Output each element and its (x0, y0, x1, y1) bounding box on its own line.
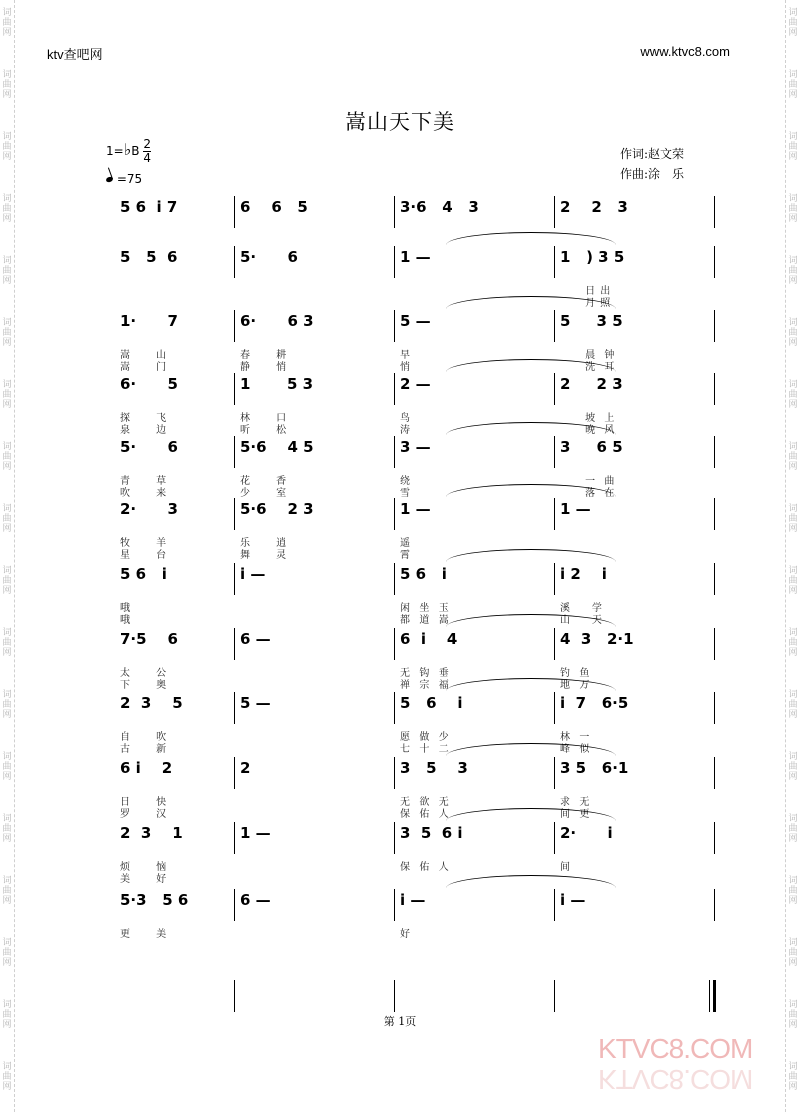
side-watermark-mark: 词 曲 网 (2, 442, 12, 472)
lyric-verse-1: 哦 (120, 603, 131, 614)
score-line (116, 692, 716, 755)
barline (554, 498, 555, 530)
lyric-verse-1: 乐 逍 (240, 538, 288, 549)
lyric-verse-1: 烦 恼 (120, 862, 168, 873)
lyric-verse-2: 泉 边 (120, 425, 168, 436)
lyric-verse-2: 吹 来 (120, 488, 168, 499)
barline (394, 310, 395, 342)
measure-notes: i 7 6·5 (560, 694, 629, 712)
tempo-mark (106, 172, 142, 186)
lyric-verse-1: 无 钩 垂 (400, 668, 450, 679)
lyric-verse-1: 一 曲 (560, 476, 616, 487)
measure-notes: 6 — (240, 630, 271, 648)
measure-notes: 2 3 5 (120, 694, 183, 712)
side-watermark-mark: 词 曲 网 (788, 380, 798, 410)
measure-notes: 5 — (240, 694, 271, 712)
side-watermark-mark: 词 曲 网 (2, 566, 12, 596)
lyric-verse-2: 嵩 门 (120, 362, 168, 373)
barline (554, 692, 555, 724)
lyric-verse-1: 溪 学 (560, 603, 603, 614)
barline (234, 822, 235, 854)
measure-notes: 5·6 2 3 (240, 500, 314, 518)
lyric-verse-1: 间 (560, 862, 571, 873)
score-line (116, 436, 716, 499)
flat-symbol: ♭ (123, 140, 132, 159)
side-watermark-mark: 词 曲 网 (2, 194, 12, 224)
measure-notes: 3 5 6 i (400, 824, 463, 842)
lyric-verse-2: 悄 (400, 362, 411, 373)
page-number: 第 1页 (383, 1015, 417, 1028)
barline (714, 757, 715, 789)
side-watermark-mark: 词 曲 网 (2, 70, 12, 100)
barline (554, 822, 555, 854)
barline (714, 196, 715, 228)
site-url[interactable]: www.ktvc8.com (640, 44, 730, 59)
side-watermark-mark: 词 曲 网 (2, 690, 12, 720)
barline (554, 889, 555, 921)
side-watermark-mark: 词 曲 网 (2, 1062, 12, 1092)
side-watermark-mark: 词 曲 网 (788, 194, 798, 224)
site-name: ktv查吧网 (47, 47, 103, 62)
lyric-verse-1: 闲 坐 玉 (400, 603, 450, 614)
measure-notes: 6· 6 3 (240, 312, 314, 330)
side-watermark-mark: 词 曲 网 (2, 8, 12, 38)
lyric-verse-1: 坡 上 (560, 413, 616, 424)
barline (714, 310, 715, 342)
lyric-verse-1: 林 口 (240, 413, 288, 424)
measure-notes: 1 ) 3 5 (560, 248, 625, 266)
measure-notes: i 2 i (560, 565, 607, 583)
barline (234, 757, 235, 789)
barline (234, 980, 235, 1012)
lyric-verse-2: 都 道 嵩 (400, 615, 450, 626)
side-watermark-mark: 词 曲 网 (788, 938, 798, 968)
lyric-verse-1: 保 佑 人 (400, 862, 450, 873)
measure-notes: 1 — (240, 824, 271, 842)
side-watermark-mark: 词 曲 网 (2, 938, 12, 968)
lyric-verse-1: 遥 (400, 538, 411, 549)
side-watermark-mark: 词 曲 网 (2, 256, 12, 286)
lyric-verse-2: 山 天 (560, 615, 603, 626)
lyric-verse-1: 鸟 (400, 413, 411, 424)
barline (394, 196, 395, 228)
measure-notes: 6 — (240, 891, 271, 909)
lyric-verse-1: 探 飞 (120, 413, 168, 424)
side-watermark-mark: 词 曲 网 (788, 752, 798, 782)
side-watermark-mark: 词 曲 网 (2, 380, 12, 410)
lyric-verse-2: 地 万 (560, 680, 591, 691)
barline (554, 980, 555, 1012)
barline (234, 498, 235, 530)
score-line (116, 310, 716, 373)
side-watermark-mark: 词 曲 网 (788, 876, 798, 906)
measure-notes: 2 (240, 759, 251, 777)
lyric-verse-2: 古 新 (120, 744, 168, 755)
side-watermark-mark: 词 曲 网 (2, 876, 12, 906)
lyric-verse-2: 静 悄 (240, 362, 288, 373)
barline (554, 246, 555, 278)
barline (554, 373, 555, 405)
barline (394, 822, 395, 854)
barline (714, 246, 715, 278)
side-watermark-mark: 词 曲 网 (788, 814, 798, 844)
lyricist: 作词:赵文荣 (620, 147, 685, 161)
lyric-verse-1: 好 (400, 929, 411, 940)
lyric-verse-2: 保 佑 人 (400, 809, 450, 820)
score-line (116, 889, 716, 949)
lyric-verse-1: 钓 鱼 (560, 668, 591, 679)
measure-notes: 5·3 5 6 (120, 891, 189, 909)
barline (394, 563, 395, 595)
side-watermark-mark: 词 曲 网 (2, 752, 12, 782)
side-watermark-mark: 词 曲 网 (788, 690, 798, 720)
lyric-verse-1: 青 草 (120, 476, 168, 487)
lyric-verse-2: 禅 宗 福 (400, 680, 450, 691)
side-watermark-mark: 词 曲 网 (788, 1000, 798, 1030)
measure-notes: 6 i 4 (400, 630, 458, 648)
watermark-reflection: KTVC8.COM (598, 1064, 753, 1095)
barline (714, 822, 715, 854)
measure-notes: 2 2 3 (560, 198, 628, 216)
lyric-verse-1: 求 无 (560, 797, 591, 808)
score-line (116, 246, 716, 309)
left-margin-strip (0, 0, 15, 1112)
measure-notes: 5 — (400, 312, 431, 330)
lyric-verse-2: 哦 (120, 615, 131, 626)
measure-notes: 5 6 i (120, 565, 167, 583)
measure-notes: 1 — (560, 500, 591, 518)
side-watermark-mark: 词 曲 网 (788, 132, 798, 162)
measure-notes: 2 — (400, 375, 431, 393)
lyric-verse-1: 晨 钟 (560, 350, 616, 361)
lyric-verse-1: 春 耕 (240, 350, 288, 361)
side-watermark-mark: 词 曲 网 (788, 442, 798, 472)
barline (394, 246, 395, 278)
score-line (116, 498, 716, 561)
lyric-verse-1: 绕 (400, 476, 411, 487)
lyric-verse-1: 愿 做 少 (400, 732, 450, 743)
side-watermark-mark: 词 曲 网 (788, 504, 798, 534)
side-watermark-mark: 词 曲 网 (788, 566, 798, 596)
measure-notes: 2 3 1 (120, 824, 183, 842)
barline (714, 373, 715, 405)
lyric-verse-2: 舞 灵 (240, 550, 288, 561)
side-watermark-mark: 词 曲 网 (2, 132, 12, 162)
song-title: 嵩山天下美 (345, 110, 455, 134)
key-prefix: 1= (106, 144, 124, 158)
composer: 作曲:涂 乐 (620, 167, 685, 181)
barline (234, 436, 235, 468)
barline (554, 436, 555, 468)
side-watermark-mark: 词 曲 网 (2, 504, 12, 534)
measure-notes: 3 5 3 (400, 759, 468, 777)
measure-notes: 5· 6 (240, 248, 298, 266)
lyric-verse-2: 月 照 (560, 298, 612, 309)
measure-notes: 3·6 4 3 (400, 198, 479, 216)
score-line (116, 373, 716, 436)
side-watermark-mark: 词 曲 网 (788, 70, 798, 100)
side-watermark-mark: 词 曲 网 (2, 814, 12, 844)
lyric-verse-1: 牧 羊 (120, 538, 168, 549)
measure-notes: 5· 6 (120, 438, 178, 456)
measure-notes: 7·5 6 (120, 630, 178, 648)
lyric-verse-1: 太 公 (120, 668, 168, 679)
time-top: 2 (143, 137, 151, 151)
lyric-verse-2: 下 奥 (120, 680, 168, 691)
barline (394, 628, 395, 660)
measure-notes: 5 5 6 (120, 248, 178, 266)
measure-notes: 2 2 3 (560, 375, 623, 393)
side-watermark-mark: 词 曲 网 (788, 8, 798, 38)
side-watermark-mark: 词 曲 网 (2, 318, 12, 348)
score-line (116, 757, 716, 820)
measure-notes: 3 6 5 (560, 438, 623, 456)
barline (554, 757, 555, 789)
barline (394, 980, 395, 1012)
barline (234, 628, 235, 660)
barline (554, 563, 555, 595)
side-watermark-mark: 词 曲 网 (2, 1000, 12, 1030)
score-line (116, 628, 716, 691)
side-watermark-mark: 词 曲 网 (788, 256, 798, 286)
barline (554, 628, 555, 660)
lyric-verse-2: 洗 耳 (560, 362, 616, 373)
barline (714, 498, 715, 530)
measure-notes: 5 6 i 7 (120, 198, 178, 216)
barline (234, 310, 235, 342)
measure-notes: 2· i (560, 824, 613, 842)
lyric-verse-1: 花 香 (240, 476, 288, 487)
barline (394, 692, 395, 724)
barline (394, 889, 395, 921)
time-signature (143, 138, 151, 165)
measure-notes: 6 6 5 (240, 198, 308, 216)
lyric-verse-1: 林 一 (560, 732, 591, 743)
final-barline-thin (709, 980, 710, 1012)
barline (714, 436, 715, 468)
barline (394, 373, 395, 405)
barline (234, 246, 235, 278)
lyric-verse-2: 霄 (400, 550, 411, 561)
score-line (116, 563, 716, 626)
lyric-verse-1: 自 吹 (120, 732, 168, 743)
barline (234, 373, 235, 405)
score-line (116, 822, 716, 885)
barline (714, 692, 715, 724)
lyric-verse-2: 七 十 二 (400, 744, 450, 755)
barline (714, 889, 715, 921)
lyric-verse-1: 无 欲 无 (400, 797, 450, 808)
measure-notes: 1· 7 (120, 312, 178, 330)
watermark-logo: KTVC8.COM (598, 1033, 753, 1064)
key-signature (106, 138, 151, 165)
barline (234, 889, 235, 921)
lyric-verse-2: 星 台 (120, 550, 168, 561)
measure-notes: 1 5 3 (240, 375, 314, 393)
barline (394, 498, 395, 530)
lyric-verse-1: 嵩 山 (120, 350, 168, 361)
key-letter: B (131, 144, 140, 158)
quarter-note-icon (105, 176, 113, 183)
side-watermark-mark: 词 曲 网 (788, 628, 798, 658)
time-bottom: 4 (143, 151, 151, 165)
lyric-verse-2: 雪 (400, 488, 411, 499)
right-margin-strip (785, 0, 800, 1112)
barline (234, 692, 235, 724)
lyric-verse-2: 罗 汉 (120, 809, 168, 820)
lyric-verse-1: 日 出 (560, 286, 612, 297)
measure-notes: 6· 5 (120, 375, 178, 393)
lyric-verse-2: 晚 风 (560, 425, 616, 436)
lyric-verse-2: 落 在 (560, 488, 616, 499)
final-barline-thick (713, 980, 716, 1012)
measure-notes: i — (560, 891, 586, 909)
measure-notes: 5 6 i (400, 694, 463, 712)
measure-notes: 6 i 2 (120, 759, 173, 777)
lyric-verse-2: 美 好 (120, 874, 168, 885)
closing-line (116, 980, 716, 1040)
barline (234, 196, 235, 228)
barline (554, 196, 555, 228)
measure-notes: 1 — (400, 248, 431, 266)
lyric-verse-2: 间 更 (560, 809, 591, 820)
lyric-verse-1: 更 美 (120, 929, 168, 940)
barline (714, 628, 715, 660)
measure-notes: 5 3 5 (560, 312, 623, 330)
lyric-verse-2: 听 松 (240, 425, 288, 436)
measure-notes: 1 — (400, 500, 431, 518)
measure-notes: i — (240, 565, 266, 583)
measure-notes: 3 5 6·1 (560, 759, 629, 777)
barline (714, 563, 715, 595)
barline (234, 563, 235, 595)
barline (554, 310, 555, 342)
measure-notes: 5·6 4 5 (240, 438, 314, 456)
measure-notes: 5 6 i (400, 565, 447, 583)
measure-notes: 2· 3 (120, 500, 178, 518)
side-watermark-mark: 词 曲 网 (2, 628, 12, 658)
lyric-verse-2: 峰 似 (560, 744, 591, 755)
barline (394, 757, 395, 789)
side-watermark-mark: 词 曲 网 (788, 1062, 798, 1092)
barline (394, 436, 395, 468)
lyric-verse-2: 少 室 (240, 488, 288, 499)
lyric-verse-2: 涛 (400, 425, 411, 436)
measure-notes: i — (400, 891, 426, 909)
measure-notes: 3 — (400, 438, 431, 456)
tempo-value: =75 (116, 172, 143, 186)
side-watermark-mark: 词 曲 网 (788, 318, 798, 348)
lyric-verse-1: 日 快 (120, 797, 168, 808)
measure-notes: 4 3 2·1 (560, 630, 634, 648)
lyric-verse-1: 早 (400, 350, 411, 361)
